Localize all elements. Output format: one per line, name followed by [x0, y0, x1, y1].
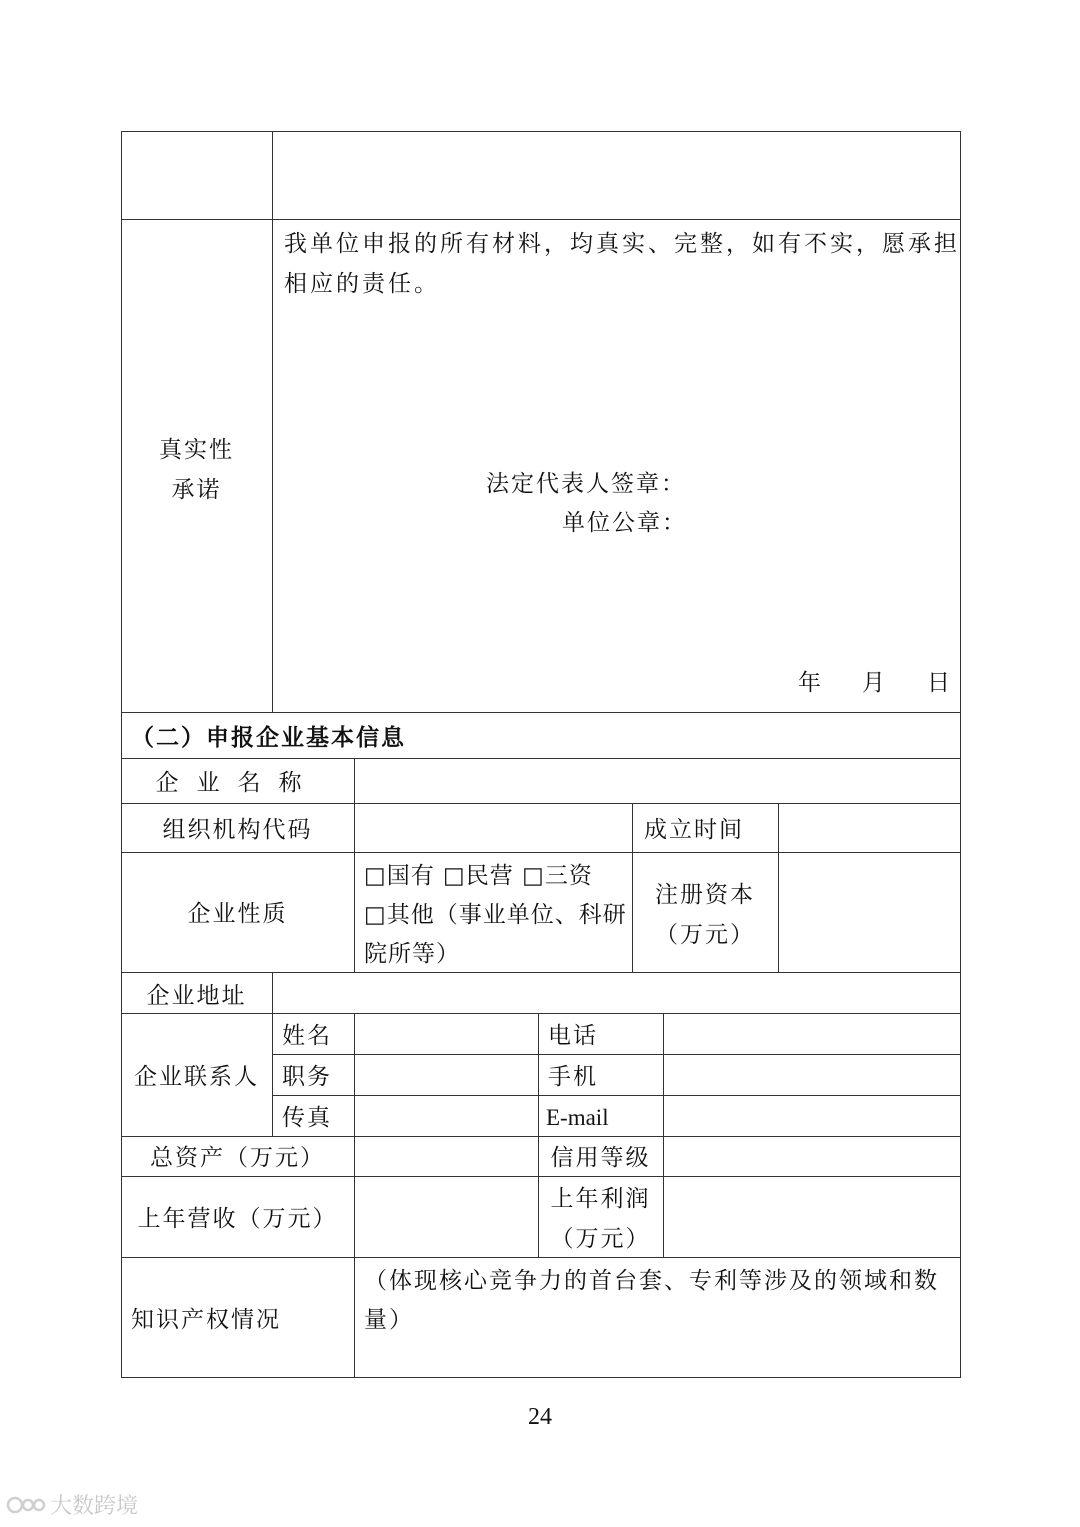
table-border-top — [121, 131, 961, 132]
divider — [272, 1095, 961, 1096]
reg-capital-label: 注册资本 — [655, 882, 755, 908]
divider — [121, 758, 961, 759]
divider — [272, 972, 273, 1136]
revenue-label: 上年营收（万元） — [137, 1206, 338, 1232]
contact-mobile-label: 手机 — [548, 1064, 598, 1090]
address-label: 企业地址 — [146, 983, 247, 1009]
contact-name-label: 姓名 — [282, 1023, 332, 1049]
commitment-text: 相应的责任。 — [284, 271, 440, 297]
nature-label: 企业性质 — [187, 901, 288, 927]
nature-options: □其他（事业单位、科研 — [364, 902, 627, 928]
unit-seal: 单位公章： — [562, 510, 687, 536]
commitment-text: 我单位申报的所有材料，均真实、完整，如有不实，愿承担 — [284, 231, 960, 257]
divider — [354, 1013, 355, 1377]
reg-capital-label: （万元） — [655, 922, 755, 948]
watermark-text: 大数跨境 — [50, 1494, 139, 1519]
date-day: 日 — [927, 670, 952, 696]
divider — [121, 803, 961, 804]
profit-label: （万元） — [550, 1226, 651, 1252]
divider — [121, 712, 961, 713]
org-code-label: 组织机构代码 — [162, 817, 313, 843]
date-month: 月 — [862, 670, 887, 696]
watermark — [6, 1489, 138, 1520]
ip-hint: （体现核心竞争力的首台套、专利等涉及的领域和数 — [364, 1268, 939, 1294]
divider — [121, 1136, 961, 1137]
legal-rep-signature: 法定代表人签章： — [486, 471, 686, 497]
divider — [121, 219, 961, 220]
credit-rating-label: 信用等级 — [550, 1145, 651, 1171]
profit-label: 上年利润 — [550, 1186, 651, 1212]
established-label: 成立时间 — [644, 817, 744, 843]
divider — [121, 852, 961, 853]
table-border-right — [960, 131, 961, 1378]
company-name-label: 企业名称 — [155, 770, 320, 796]
section-title: （二）申报企业基本信息 — [131, 724, 406, 751]
commitment-label: 真实性 — [159, 437, 234, 463]
nature-options: □国有 □民营 □三资 — [364, 863, 593, 889]
date-year: 年 — [798, 670, 823, 696]
ip-hint: 量） — [364, 1307, 414, 1333]
divider — [778, 803, 779, 972]
contact-phone-label: 电话 — [548, 1023, 598, 1049]
contact-label: 企业联系人 — [134, 1064, 259, 1090]
contact-position-label: 职务 — [282, 1064, 332, 1090]
contact-email-label: E-mail — [546, 1105, 609, 1130]
divider — [272, 1054, 961, 1055]
divider — [663, 1013, 664, 1257]
watermark-logo-icon — [6, 1494, 46, 1516]
divider — [121, 972, 961, 973]
ip-label: 知识产权情况 — [131, 1307, 281, 1333]
page-number: 24 — [528, 1404, 552, 1430]
divider — [354, 758, 355, 972]
nature-options: 院所等） — [364, 941, 460, 967]
contact-fax-label: 传真 — [282, 1105, 332, 1131]
total-assets-label: 总资产（万元） — [150, 1145, 325, 1171]
table-border-left — [121, 131, 122, 1378]
commitment-label: 承诺 — [171, 477, 222, 503]
table-border-bottom — [121, 1377, 961, 1378]
